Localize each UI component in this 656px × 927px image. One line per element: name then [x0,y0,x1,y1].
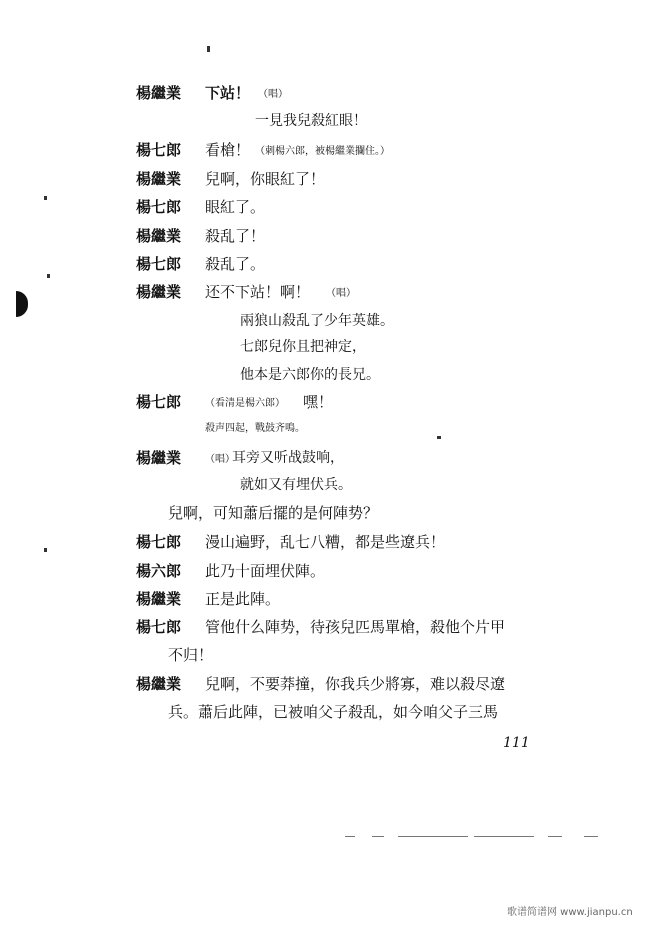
speaker: 楊繼業 [136,170,182,188]
speck [44,548,47,552]
stage-direction: （刺楊六郎，被楊繼業攔住。） [255,146,390,157]
dialogue-text: 不归！ [168,646,214,664]
dialogue-text: 下站！ [205,84,251,102]
dash-mark [372,836,384,837]
stage-direction: （唱） [205,454,235,465]
stage-direction: 殺声四起，戰鼓齐鳴。 [205,423,305,434]
dialogue-text: 管他什么陣势，待孩兒匹馬單槍，殺他个片甲 [205,618,506,636]
dialogue-text: 兒啊，你眼紅了！ [205,170,326,188]
speck [47,274,50,278]
verse-line: 耳旁又听战鼓响， [232,450,344,466]
speaker: 楊繼業 [136,227,182,245]
verse-line: 他本是六郎你的長兄。 [240,367,380,383]
page-number: 111 [503,735,530,751]
dialogue-text: 殺乱了！ [205,227,266,245]
speaker: 楊六郎 [136,562,182,580]
dialogue-text: 兒啊，不要莽撞，你我兵少將寡，难以殺尽遼 [205,675,506,693]
dialogue-text: 还不下站！啊！ [205,283,311,301]
dialogue-text: 此乃十面埋伏陣。 [205,562,326,580]
verse-line: 七郎兒你且把神定， [240,339,366,355]
verse-line: 就如又有埋伏兵。 [240,477,352,493]
speck [44,196,47,200]
stage-direction: （唱） [326,288,356,299]
speaker: 楊七郎 [136,393,182,411]
dialogue-text: 兵。蕭后此陣，已被咱父子殺乱，如今咱父子三馬 [168,703,499,721]
speaker: 楊七郎 [136,618,182,636]
dialogue-text: 嘿！ [303,393,334,411]
speaker: 楊繼業 [136,675,182,693]
dash-mark [474,836,534,837]
binding-mark [16,291,28,317]
verse-line: 兩狼山殺乱了少年英雄。 [240,313,394,329]
speaker: 楊繼業 [136,449,182,467]
speck [437,436,441,439]
stage-direction: （看清是楊六郎） [205,398,285,409]
dash-mark [345,836,355,837]
dialogue-text: 眼紅了。 [205,198,266,216]
verse-line: 一見我兒殺紅眼！ [255,113,367,129]
dash-mark [398,836,468,837]
watermark: 歌谱简谱网 www.jianpu.cn [507,907,633,918]
dialogue-text: 兒啊，可知蕭后擺的是何陣势？ [168,504,379,522]
dialogue-text: 漫山遍野，乱七八糟，都是些遼兵！ [205,533,446,551]
speaker: 楊七郎 [136,198,182,216]
dialogue-text: 正是此陣。 [205,590,281,608]
stage-direction: （唱） [258,89,288,100]
speaker: 楊繼業 [136,283,182,301]
speaker: 楊七郎 [136,255,182,273]
dash-mark [548,836,562,837]
dialogue-text: 殺乱了。 [205,255,266,273]
speaker: 楊繼業 [136,84,182,102]
dialogue-text: 看槍！ [205,141,251,159]
dash-mark [584,836,598,837]
speaker: 楊七郎 [136,533,182,551]
speaker: 楊繼業 [136,590,182,608]
speck [207,46,210,52]
speaker: 楊七郎 [136,141,182,159]
